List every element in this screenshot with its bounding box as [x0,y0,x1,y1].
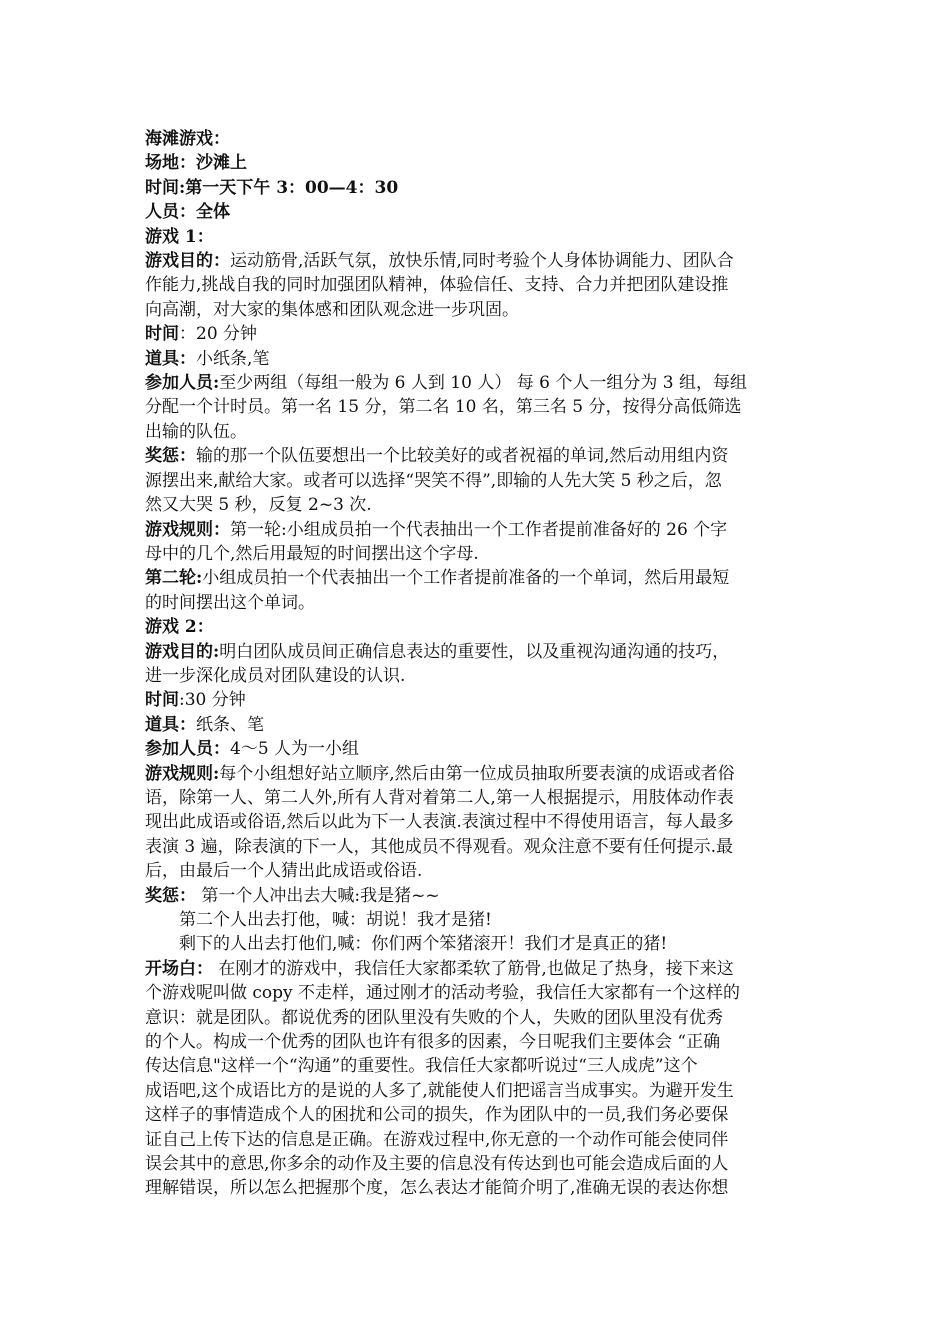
opening-line: 误会其中的意思,你多余的动作及主要的信息没有传达到也可能会造成后面的人 [145,1154,729,1175]
game2-props-value: 纸条、笔 [196,714,264,735]
opening-speech [145,957,811,1201]
game1-participants-line: 分配一个计时员。第一名 15 分，第二名 10 名，第三名 5 分，按得分高低筛选 [145,397,742,418]
venue-line: 场地：沙滩上 [145,153,247,174]
game1-rules-line: 母中的几个,然后用最短的时间摆出这个字母. [145,543,479,564]
game2-participants [145,737,811,761]
people-line: 人员：全体 [145,202,230,223]
game2-time [145,688,811,712]
opening-line: 理解错误，所以怎么把握那个度，怎么表达才能简介明了,准确无误的表达你想 [145,1178,729,1199]
game2-time-value: :30 分钟 [179,690,246,711]
game1-penalty-line: 源摆出来,献给大家。或者可以选择“哭笑不得”,即输的人先大笑 5 秒之后，忽 [145,470,722,491]
game2-purpose-line: 进一步深化成员对团队建设的认识. [145,665,406,686]
game2-heading: 游戏 2： [145,617,214,638]
game2-props-label: 道具： [145,714,196,735]
game1-purpose-line: 运动筋骨,活跃气氛，放快乐情,同时考验个人身体协调能力、团队合 [230,251,734,272]
game2-purpose [145,640,811,689]
opening-label: 开场白： [145,958,213,979]
game1-props [145,347,811,371]
game2-rules-label: 游戏规则: [145,763,220,784]
game2-participants-label: 参加人员： [145,739,230,760]
game2-participants-value: 4～5 人为一小组 [230,739,360,760]
game1-props-label: 道具： [145,348,196,369]
game1-round2 [145,566,811,615]
game2-rules-line: 后，由最后一个人猜出此成语或俗语. [145,861,423,882]
game1-round2-label: 第二轮: [145,568,203,589]
game1-round2-line: 小组成员拍一个代表抽出一个工作者提前准备的一个单词，然后用最短 [202,568,730,589]
game1-penalty-line: 然又大哭 5 秒，反复 2~3 次. [145,495,372,516]
game1-time-label: 时间 [145,324,179,345]
opening-line: 的个人。构成一个优秀的团队也许有很多的因素，今日呢我们主要体会 “正确 [145,1032,721,1053]
opening-line: 个游戏呢叫做 copy 不走样，通过刚才的活动考验，我信任大家都有一个这样的 [145,983,741,1004]
game1-participants-line: 出输的队伍。 [145,421,247,442]
opening-line: 成语吧,这个成语比方的是说的人多了,就能使人们把谣言当成事实。为避开发生 [145,1080,734,1101]
game2-rules [145,762,811,884]
document-page [145,127,811,1201]
game1-participants-label: 参加人员: [145,373,220,394]
game1-purpose-line: 向高潮，对大家的集体感和团队观念进一步巩固。 [145,299,519,320]
game1-participants-line: 至少两组（每组一般为 6 人到 10 人） 每 6 个人一组分为 3 组，每组 [219,373,747,394]
game1-penalty [145,444,811,517]
game2-purpose-line: 明白团队成员间正确信息表达的重要性，以及重视沟通沟通的技巧， [219,641,730,662]
opening-line: 证自己上传下达的信息是正确。在游戏过程中,你无意的一个动作可能会使同伴 [145,1129,729,1150]
game1-time-value: ：20 分钟 [179,324,258,345]
opening-line: 在刚才的游戏中，我信任大家都柔软了筋骨,也做足了热身，接下来这 [213,958,734,979]
game2-penalty-line: 第二个人出去打他，喊：胡说！我才是猪! [179,910,492,930]
game1-round2-line: 的时间摆出这个单词。 [145,592,315,613]
game1-props-value: 小纸条,笔 [196,348,270,369]
game2-rules-line: 语，除第一人、第二人外,所有人背对着第二人,第一人根据提示，用肢体动作表 [145,787,734,808]
game1-rules-label: 游戏规则： [145,519,230,540]
game2-rules-line: 每个小组想好站立顺序,然后由第一位成员抽取所要表演的成语或者俗 [219,763,735,784]
opening-line: 这样子的事情造成个人的困扰和公司的损失，作为团队中的一员,我们务必要保 [145,1105,729,1126]
game2-rules-line: 现出此成语或俗语,然后以此为下一人表演.表演过程中不得使用语言，每人最多 [145,812,734,833]
game1-time [145,322,811,346]
game1-purpose-label: 游戏目的： [145,251,230,272]
game2-penalty-line: 第一个人冲出去大喊:我是猪~~ [196,885,440,906]
game1-penalty-line: 输的那一个队伍要想出一个比较美好的或者祝福的单词,然后动用组内资 [196,446,729,467]
game1-heading: 游戏 1： [145,226,214,247]
game1-purpose [145,249,811,322]
opening-line: 传达信息"这样一个“沟通”的重要性。我信任大家都听说过“三人成虎”这个 [145,1056,698,1077]
game1-penalty-label: 奖惩： [145,446,196,467]
game2-rules-line: 表演 3 遍，除表演的下一人，其他成员不得观看。观众注意不要有任何提示.最 [145,836,734,857]
opening-line: 意识：就是团队。都说优秀的团队里没有失败的个人，失败的团队里没有优秀 [145,1007,723,1028]
game2-penalty-line: 剩下的人出去打他们,喊：你们两个笨猪滚开！我们才是真正的猪! [179,934,668,955]
game1-rules-line: 第一轮:小组成员拍一个代表抽出一个工作者提前准备好的 26 个字 [230,519,728,540]
time-line: 时间:第一天下午 3：00—4：30 [145,177,399,198]
game2-props [145,713,811,737]
game1-rules [145,518,811,567]
game2-penalty [145,884,811,957]
doc-title: 海滩游戏： [145,129,230,149]
game1-purpose-line: 作能力,挑战自我的同时加强团队精神，体验信任、支持、合力并把团队建设推 [145,275,729,296]
game2-purpose-label: 游戏目的: [145,641,220,662]
game2-time-label: 时间 [145,690,179,711]
game2-penalty-label: 奖惩： [145,885,196,906]
game1-participants [145,371,811,444]
